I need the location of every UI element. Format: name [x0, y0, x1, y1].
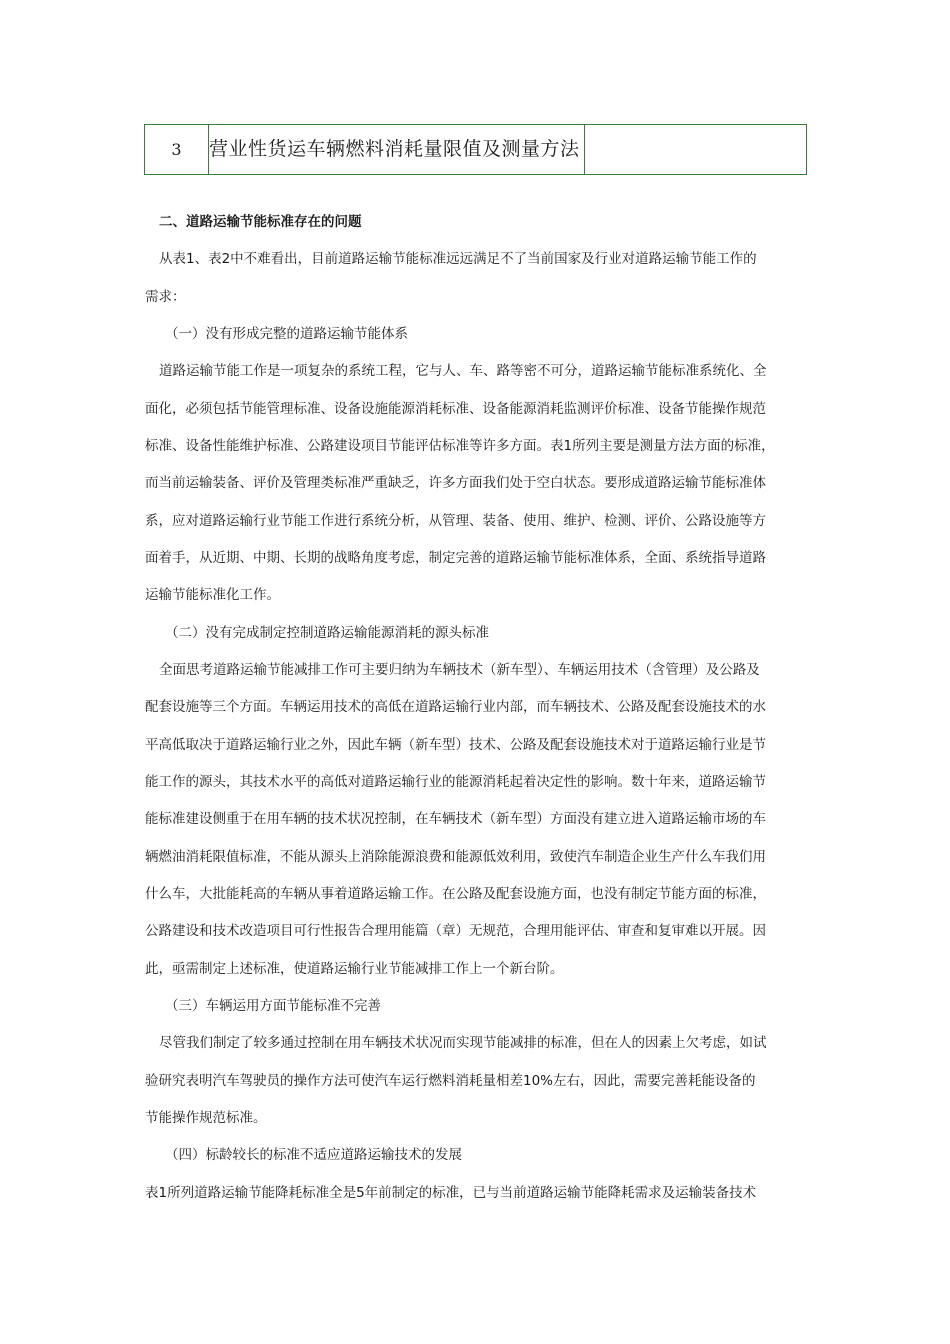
paragraph-line: 表1所列道路运输节能降耗标准全是5年前制定的标准，已与当前道路运输节能降耗需求及运输装备技术 — [145, 1185, 757, 1201]
table-row — [145, 125, 807, 175]
paragraph-line: 从表1、表2中不难看出，目前道路运输节能标准远远满足不了当前国家及行业对道路运输节能工作的 — [159, 251, 757, 267]
paragraph-line: 此，亟需制定上述标准，使道路运输行业节能减排工作上一个新台阶。 — [145, 961, 564, 977]
subsection-heading: （二）没有完成制定控制道路运输能源消耗的源头标准 — [165, 625, 489, 641]
paragraph-line: 道路运输节能工作是一项复杂的系统工程，它与人、车、路等密不可分，道路运输节能标准系统化、全 — [159, 363, 767, 379]
subsection-heading: （一）没有形成完整的道路运输节能体系 — [165, 326, 408, 342]
paragraph-line: 标准、设备性能维护标准、公路建设项目节能评估标准等许多方面。表1所列主要是测量方法方面的标准， — [145, 438, 775, 454]
row-number-cell: 3 — [145, 125, 209, 175]
paragraph-line: 辆燃油消耗限值标准，不能从源头上消除能源浪费和能源低效利用，致使汽车制造企业生产什么车我们用 — [145, 849, 766, 865]
subsection-heading: （四）标龄较长的标准不适应道路运输技术的发展 — [165, 1147, 462, 1163]
standards-table — [144, 124, 807, 175]
paragraph-line: 需求： — [145, 289, 186, 305]
paragraph-line: 验研究表明汽车驾驶员的操作方法可使汽车运行燃料消耗量相差10%左右，因此，需要完善耗能设备的 — [145, 1073, 756, 1089]
paragraph-line: 而当前运输装备、评价及管理类标准严重缺乏，许多方面我们处于空白状态。要形成道路运输节能标准体 — [145, 475, 766, 491]
paragraph-line: 什么车，大批能耗高的车辆从事着道路运输工作。在公路及配套设施方面，也没有制定节能方面的标准， — [145, 886, 766, 902]
standard-name-cell: 营业性货运车辆燃料消耗量限值及测量方法 — [209, 125, 585, 175]
paragraph-line: 节能操作规范标准。 — [145, 1110, 267, 1126]
paragraph-line: 配套设施等三个方面。车辆运用技术的高低在道路运输行业内部，而车辆技术、公路及配套设施技术的水 — [145, 699, 766, 715]
paragraph-line: 公路建设和技术改造项目可行性报告合理用能篇（章）无规范，合理用能评估、审查和复审难以开展。因 — [145, 923, 766, 939]
paragraph-line: 能标准建设侧重于在用车辆的技术状况控制，在车辆技术（新车型）方面没有建立进入道路运输市场的车 — [145, 811, 766, 827]
paragraph-line: 面化，必须包括节能管理标准、设备设施能源消耗标准、设备能源消耗监测评价标准、设备节能操作规范 — [145, 401, 766, 417]
paragraph-line: 平高低取决于道路运输行业之外，因此车辆（新车型）技术、公路及配套设施技术对于道路运输行业是节 — [145, 737, 766, 753]
paragraph-line: 系，应对道路运输行业节能工作进行系统分析，从管理、装备、使用、维护、检测、评价、公路设施等方 — [145, 513, 766, 529]
subsection-heading: （三）车辆运用方面节能标准不完善 — [165, 998, 381, 1014]
paragraph-line: 能工作的源头，其技术水平的高低对道路运输行业的能源消耗起着决定性的影响。数十年来，道路运输节 — [145, 774, 766, 790]
paragraph-line: 运输节能标准化工作。 — [145, 587, 280, 603]
section-heading: 二、道路运输节能标准存在的问题 — [159, 214, 362, 230]
paragraph-line: 面着手，从近期、中期、长期的战略角度考虑，制定完善的道路运输节能标准体系，全面、系统指导道路 — [145, 550, 766, 566]
paragraph-line: 尽管我们制定了较多通过控制在用车辆技术状况而实现节能减排的标准，但在人的因素上欠考虑，如试 — [159, 1035, 767, 1051]
paragraph-line: 全面思考道路运输节能减排工作可主要归纳为车辆技术（新车型）、车辆运用技术（含管理）及公路及 — [159, 662, 760, 678]
empty-cell — [585, 125, 807, 175]
